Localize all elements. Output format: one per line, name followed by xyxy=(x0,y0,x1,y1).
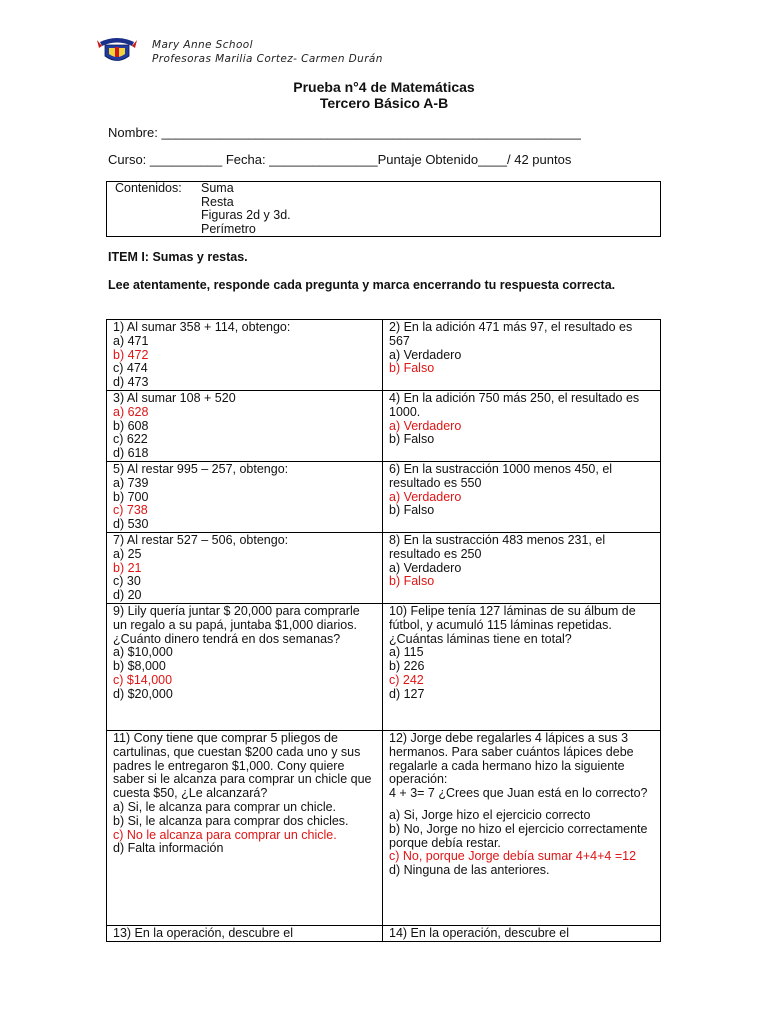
option[interactable]: a) 739 xyxy=(113,475,149,490)
contents-item: Suma xyxy=(201,181,234,195)
contents-item: Perímetro xyxy=(201,221,256,236)
table-row xyxy=(107,925,661,941)
option[interactable]: a) 115 xyxy=(389,645,424,660)
question-cell xyxy=(383,532,661,603)
question-cell xyxy=(383,320,661,391)
correct-option[interactable]: c) No le alcanza para comprar un chicle. xyxy=(113,827,337,842)
question-text: 1) Al sumar 358 + 114, obtengo: xyxy=(113,320,291,334)
question-text-continued: 4 + 3= 7 ¿Crees que Juan está en lo correcto? xyxy=(389,786,648,801)
question-text: 11) Cony tiene que comprar 5 pliegos de cartulinas, que cuestan $200 cada uno y sus padres le entregaron $1,000. Cony quiere saber si le alcanza para comprar un chicle que cuesta $50, ¿Le alcanzará? xyxy=(113,730,372,801)
correct-option[interactable]: a) Verdadero xyxy=(389,418,462,433)
correct-option[interactable]: b) 472 xyxy=(113,347,149,362)
school-crest-logo xyxy=(96,34,138,66)
question-cell xyxy=(383,461,661,532)
item-title: ITEM I: Sumas y restas. xyxy=(108,250,248,264)
teachers-line: Profesoras Marilia Cortez- Carmen Durán xyxy=(152,53,383,65)
option[interactable]: a) Verdadero xyxy=(389,347,462,362)
question-text: 8) En la sustracción 483 menos 231, el resultado es 250 xyxy=(389,532,606,561)
option[interactable]: a) 25 xyxy=(113,546,142,561)
school-name: Mary Anne School xyxy=(152,39,253,51)
option[interactable]: d) 473 xyxy=(113,375,149,390)
option[interactable]: a) 471 xyxy=(113,333,149,348)
option[interactable]: b) $8,000 xyxy=(113,659,166,674)
option[interactable]: d) $20,000 xyxy=(113,686,173,701)
contents-item: Figuras 2d y 3d. xyxy=(201,208,291,222)
course-date-score-field[interactable]: Curso: __________ Fecha: _______________Puntaje Obtenido____/ 42 puntos xyxy=(108,152,572,167)
question-text: 12) Jorge debe regalarles 4 lápices a sus 3 hermanos. Para saber cuántos lápices debe regalarle a cada hermano hizo la siguiente operación: xyxy=(389,730,634,787)
correct-option[interactable]: c) 242 xyxy=(389,672,424,687)
option[interactable]: c) 622 xyxy=(113,432,148,447)
page-subtitle: Tercero Básico A-B xyxy=(319,95,449,111)
option[interactable]: a) $10,000 xyxy=(113,645,173,660)
question-cell xyxy=(383,603,661,730)
question-text: 7) Al restar 527 – 506, obtengo: xyxy=(113,532,289,547)
question-cell xyxy=(383,730,661,925)
correct-option[interactable]: a) 628 xyxy=(113,404,149,419)
option[interactable]: b) Falso xyxy=(389,432,435,447)
table-row xyxy=(107,390,661,461)
question-text: 4) En la adición 750 más 250, el resultado es 1000. xyxy=(389,390,640,419)
option[interactable]: b) 226 xyxy=(389,659,425,674)
option[interactable]: b) 608 xyxy=(113,418,149,433)
correct-option[interactable]: a) Verdadero xyxy=(389,489,462,504)
correct-option[interactable]: c) No, porque Jorge debía sumar 4+4+4 =12 xyxy=(389,849,637,864)
question-text: 6) En la sustracción 1000 menos 450, el resultado es 550 xyxy=(389,461,613,490)
question-cell xyxy=(107,730,383,925)
correct-option[interactable]: b) Falso xyxy=(389,574,435,589)
table-row xyxy=(107,532,661,603)
item-instruction: Lee atentamente, responde cada pregunta y marca encerrando tu respuesta correcta. xyxy=(108,278,616,292)
question-text: 2) En la adición 471 más 97, el resultado es 567 xyxy=(389,320,633,348)
correct-option[interactable]: c) 738 xyxy=(113,503,148,518)
question-cell xyxy=(383,925,661,941)
option[interactable]: a) Si, le alcanza para comprar un chicle. xyxy=(113,799,337,814)
questions-table xyxy=(106,319,661,942)
contents-box xyxy=(106,181,661,237)
question-cell xyxy=(107,320,383,391)
option[interactable]: a) Si, Jorge hizo el ejercicio correcto xyxy=(389,807,591,822)
question-text: 9) Lily quería juntar $ 20,000 para comprarle un regalo a su papá, juntaba $1,000 diarios. ¿Cuánto dinero tendrá en dos semanas? xyxy=(113,603,360,646)
question-text: 3) Al sumar 108 + 520 xyxy=(113,390,236,405)
question-cell xyxy=(107,461,383,532)
table-row xyxy=(107,603,661,730)
option[interactable]: d) 127 xyxy=(389,686,425,701)
contents-label: Contenidos: xyxy=(115,181,182,195)
option[interactable]: c) 474 xyxy=(113,361,148,376)
option[interactable]: b) Si, le alcanza para comprar dos chicles. xyxy=(113,813,349,828)
option[interactable]: d) 20 xyxy=(113,588,142,603)
question-text: 5) Al restar 995 – 257, obtengo: xyxy=(113,461,289,476)
question-text: 14) En la operación, descubre el xyxy=(389,925,569,940)
correct-option[interactable]: c) $14,000 xyxy=(113,672,173,687)
question-cell xyxy=(107,603,383,730)
option[interactable]: a) Verdadero xyxy=(389,560,462,575)
option[interactable]: d) 618 xyxy=(113,446,149,461)
question-cell xyxy=(383,390,661,461)
table-row xyxy=(107,320,661,391)
question-cell xyxy=(107,532,383,603)
option[interactable]: b) Falso xyxy=(389,503,435,518)
table-row xyxy=(107,461,661,532)
question-text: 10) Felipe tenía 127 láminas de su álbum de fútbol, y acumuló 115 láminas repetidas. ¿Cuántas láminas tiene en total? xyxy=(389,603,636,646)
question-cell xyxy=(107,925,383,941)
name-field[interactable]: Nombre: __________________________________________________________ xyxy=(108,125,581,140)
option[interactable]: d) Falta información xyxy=(113,841,224,856)
school-header xyxy=(152,38,383,66)
option[interactable]: b) 700 xyxy=(113,489,149,504)
correct-option[interactable]: b) Falso xyxy=(389,361,435,376)
question-text: 13) En la operación, descubre el xyxy=(113,925,293,940)
option[interactable]: b) No, Jorge no hizo el ejercicio correctamente porque debía restar. xyxy=(389,821,648,850)
page-title: Prueba n°4 de Matemáticas xyxy=(293,79,475,95)
option[interactable]: d) Ninguna de las anteriores. xyxy=(389,863,550,878)
table-row xyxy=(107,730,661,925)
option[interactable]: c) 30 xyxy=(113,574,141,589)
contents-item: Resta xyxy=(201,194,234,209)
question-cell xyxy=(107,390,383,461)
option[interactable]: d) 530 xyxy=(113,517,149,532)
correct-option[interactable]: b) 21 xyxy=(113,560,142,575)
